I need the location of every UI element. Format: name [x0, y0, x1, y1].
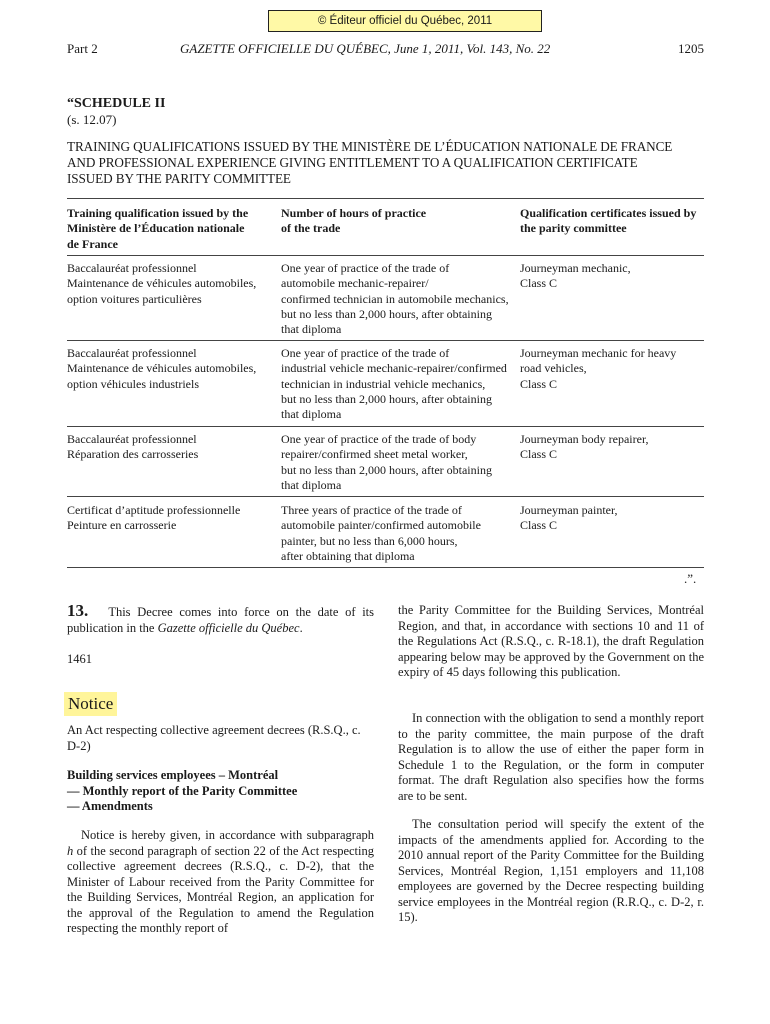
column-header-hours: [281, 206, 511, 237]
table-header-rule: [67, 255, 704, 256]
cell-line: after obtaining that diploma: [281, 548, 415, 563]
cell-line: Maintenance de véhicules automobiles,: [67, 361, 257, 376]
cell-line: Class C: [520, 276, 558, 291]
gazette-title-italic: Gazette officielle du Québec: [157, 620, 300, 635]
act-title: An Act respecting collective agreement decrees (R.S.Q., c. D-2): [67, 723, 361, 753]
cell-line: industrial vehicle mechanic-repairer/confirmed: [281, 361, 507, 376]
table-cell: [281, 346, 511, 422]
header-title: GAZETTE OFFICIELLE DU QUÉBEC, June 1, 2011, Vol. 143, No. 22: [180, 41, 551, 56]
table-top-rule: [67, 198, 704, 199]
table-row-rule: [67, 340, 704, 341]
cell-line: that diploma: [281, 407, 342, 422]
section-13-paragraph: [67, 603, 374, 636]
column-header-line: of the trade: [281, 221, 341, 236]
cell-line: Journeyman mechanic for heavy: [520, 346, 677, 360]
table-cell: [67, 432, 267, 463]
cell-line: option véhicules industriels: [67, 376, 199, 391]
table-cell: [520, 432, 710, 463]
cell-line: confirmed technician in automobile mechanics,: [281, 291, 509, 306]
table-row-rule: [67, 496, 704, 497]
cell-line: automobile painter/confirmed automobile: [281, 518, 481, 533]
table-cell: [281, 503, 511, 564]
column-header-line: Qualification certificates issued by: [520, 206, 697, 220]
cell-line: One year of practice of the trade of body: [281, 432, 477, 446]
column-header-line: Ministère de l’Éducation nationale: [67, 221, 245, 236]
cell-line: that diploma: [281, 477, 342, 492]
subject-line: — Monthly report of the Parity Committee: [67, 783, 298, 798]
cell-line: Journeyman body repairer,: [520, 432, 649, 446]
subject-line: — Amendments: [67, 799, 153, 813]
cell-line: Certificat d’aptitude professionnelle: [67, 503, 241, 517]
subject-line: Building services employees – Montréal: [67, 768, 279, 782]
cell-line: but no less than 2,000 hours, after obtaining: [281, 391, 492, 406]
notice-text: Notice is hereby given, in accordance with subparagraph: [81, 828, 374, 842]
table-cell: [281, 432, 511, 493]
table-cell: [520, 346, 710, 392]
column-header-line: Training qualification issued by the: [67, 206, 249, 220]
schedule-heading-line: AND PROFESSIONAL EXPERIENCE GIVING ENTITLEMENT TO A QUALIFICATION CERTIFICATE: [67, 155, 638, 170]
cell-line: that diploma: [281, 322, 342, 337]
table-cell: [67, 261, 267, 307]
table-row-rule: [67, 426, 704, 427]
cell-line: technician in industrial vehicle mechanics,: [281, 376, 486, 391]
right-paragraph: the Parity Committee for the Building Services, Montréal Region, and that, in accordance with sections 10 and 11 of the Regulations Act (R.S.Q., c. R-18.1), the draft Regulation appearing below may be approved by the Government on the expiry of 45 days following this publication.: [398, 603, 704, 679]
section-text: This Decree comes into force on the date of its publication in the: [67, 605, 375, 635]
header-part: Part 2: [67, 41, 98, 56]
table-cell: [281, 261, 511, 337]
cell-line: Class C: [520, 447, 558, 462]
column-header-line: the parity committee: [520, 221, 627, 236]
schedule-heading-line: ISSUED BY THE PARITY COMMITTEE: [67, 171, 291, 186]
schedule-title: “SCHEDULE II: [67, 96, 166, 111]
cell-line: Journeyman mechanic,: [520, 261, 631, 275]
table-bottom-rule: [67, 567, 704, 568]
cell-line: Baccalauréat professionnel: [67, 432, 197, 446]
right-paragraph: In connection with the obligation to send a monthly report to the parity committee, the main purpose of the draft Regulation is to allow the use of either the paper form in Schedule 1 to the Regulation, or the form in computer format. The draft Regulation also specifies how the forms are to be sent.: [398, 711, 704, 803]
right-paragraph: The consultation period will specify the extent of the impacts of the amendments applied for. According to the 2010 annual report of the Parity Committee for the Building Services, Montréal Region, 1,151 employers and 11,108 employees are governed by the Decree respecting building service employees in the Montréal region (R.R.Q., c. D-2, r. 15).: [398, 817, 704, 924]
column-header-line: Number of hours of practice: [281, 206, 427, 220]
cell-line: Baccalauréat professionnel: [67, 346, 197, 360]
schedule-end-mark: .”.: [684, 571, 697, 586]
table-cell: [67, 503, 267, 534]
cell-line: Class C: [520, 376, 558, 391]
section-text-end: .: [299, 620, 303, 635]
cell-line: Journeyman painter,: [520, 503, 618, 517]
header-page-number: 1205: [678, 41, 704, 56]
schedule-heading: [67, 139, 707, 187]
cell-line: One year of practice of the trade of: [281, 261, 450, 275]
cell-line: road vehicles,: [520, 361, 587, 376]
schedule-heading-line: TRAINING QUALIFICATIONS ISSUED BY THE MINISTÈRE DE L’ÉDUCATION NATIONALE DE FRANCE: [67, 139, 673, 154]
cell-line: repairer/confirmed sheet metal worker,: [281, 447, 468, 462]
schedule-reference: (s. 12.07): [67, 112, 117, 127]
notice-label: Notice: [64, 692, 117, 716]
notice-text-italic: h: [67, 843, 74, 858]
notice-subject: [67, 768, 374, 815]
cell-line: but no less than 2,000 hours, after obtaining: [281, 462, 492, 477]
notice-paragraph: [67, 828, 374, 937]
table-cell: [520, 261, 710, 292]
table-cell: [520, 503, 710, 534]
column-header-training: [67, 206, 267, 252]
cell-line: Réparation des carrosseries: [67, 447, 199, 462]
cell-line: Peinture en carrosserie: [67, 518, 177, 533]
cell-line: automobile mechanic-repairer/: [281, 276, 429, 291]
cell-line: Class C: [520, 518, 558, 533]
column-header-line: de France: [67, 236, 118, 251]
decree-number: 1461: [67, 652, 92, 666]
section-number: 13.: [67, 601, 89, 620]
cell-line: but no less than 2,000 hours, after obtaining: [281, 306, 492, 321]
table-cell: [67, 346, 267, 392]
cell-line: Three years of practice of the trade of: [281, 503, 462, 517]
column-header-certificates: [520, 206, 710, 237]
cell-line: Baccalauréat professionnel: [67, 261, 197, 275]
cell-line: option voitures particulières: [67, 291, 202, 306]
cell-line: painter, but no less than 6,000 hours,: [281, 533, 458, 548]
notice-text-continued: of the second paragraph of section 22 of the Act respecting collective agreement decrees (R.S.Q., c. D-2), that the Minister of Labour received from the Parity Committee for the Building Services, Montréal Region, an application for the approval of the Regulation to amend the Regulation respecting the monthly report of: [67, 843, 374, 935]
cell-line: One year of practice of the trade of: [281, 346, 450, 360]
copyright-banner: © Éditeur officiel du Québec, 2011: [268, 10, 542, 32]
cell-line: Maintenance de véhicules automobiles,: [67, 276, 257, 291]
